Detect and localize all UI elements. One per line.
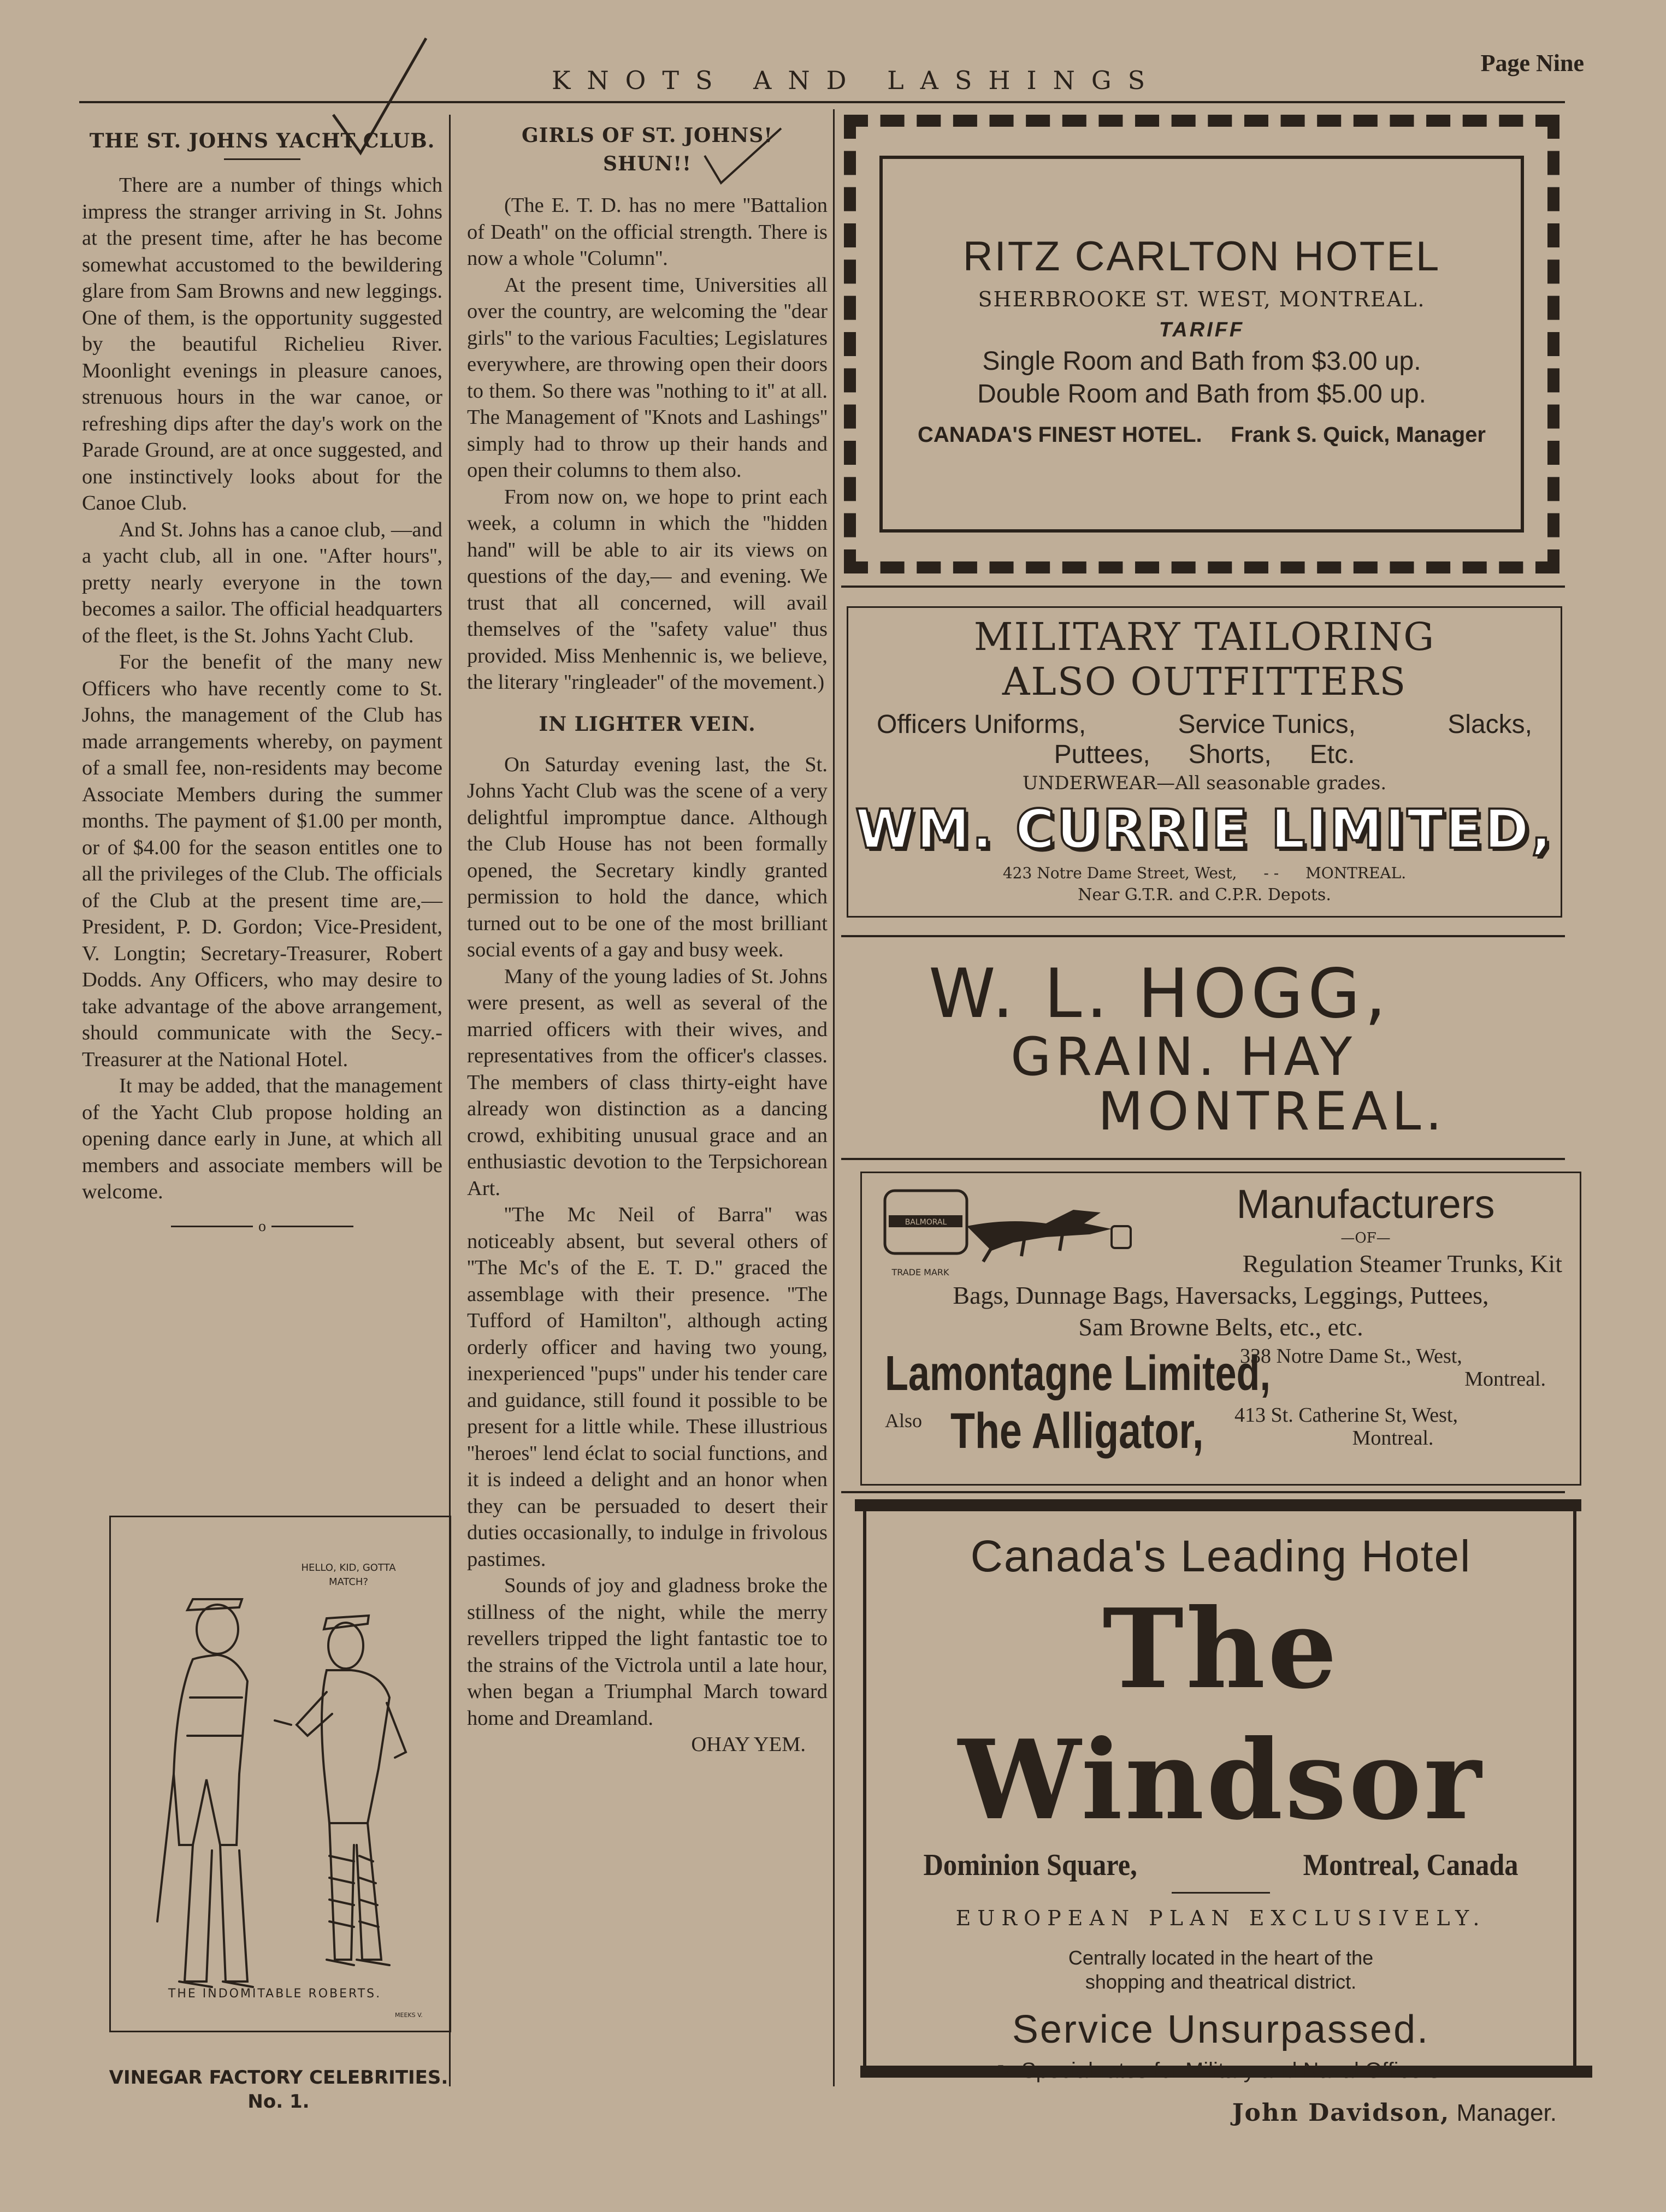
ritz-slogan: CANADA'S FINEST HOTEL. [918,423,1202,447]
title-rule [224,158,300,160]
currie-headline: ALSO OUTFITTERS [1002,659,1407,704]
article-title: IN LIGHTER VEIN. [539,712,756,736]
masthead-rule [79,101,1565,103]
windsor-ad [874,1529,1568,2130]
paragraph: On Saturday evening last, the St. Johns Yacht Club was the scene of a very delightful impromptue dance. Although the Club House has not been formally opened, the Secretary kindly granted permission to hold the dance, which turned out to be one of the most brilliant social events of a gay and busy week. [467,753,828,961]
ritz-carlton-ad [896,229,1508,447]
pointing-hand-icon: ☞ [995,2059,1015,2083]
of-label: —OF— [1340,1230,1391,1246]
ad-separator [841,585,1565,588]
windsor-name: The Windsor [958,1585,1484,1844]
currie-headline: MILITARY TAILORING [973,614,1435,659]
lamontagne-products: Regulation Steamer Trunks, Kit Bags, Dunnage Bags, Haversacks, Leggings, Puttees, Sam Browne Belts, etc., etc. [953,1250,1562,1341]
article-title: GIRLS OF ST. JOHNS! [521,124,773,147]
middle-column [467,121,828,1758]
ad-separator [841,935,1565,937]
windsor-location: Centrally located in the heart of the shopping and theatrical district. [1068,1947,1374,1993]
paragraph: For the benefit of the many new Officers who have recently come to St. Johns, the management of the Club has made arrangements whereby, on payment of a small fee, non-residents may become Associate Members during the summer months. The payment of $1.00 per month, or of $4.00 for the season entitles one to all the privileges of the Club. The officials of the Club at the present time are,— President, P. D. Gordon; Vice-President, V. Longtin; Secretary-Treasurer, Robert Dodds. Any Officers, who may desire to take advantage of the above arrangement, should communicate with the Secy.-Treasurer at the National Hotel. [82,650,442,1071]
windsor-left-border [863,1511,866,2066]
ritz-manager: Frank S. Quick, Manager [1231,423,1486,447]
windsor-manager-title: Manager. [1456,2099,1557,2126]
trunk-label: BALMORAL [905,1218,947,1227]
manufacturers-title: Manufacturers [1236,1181,1495,1227]
currie-ad: MILITARY TAILORING ALSO OUTFITTERS Officers Uniforms, Service Tunics, Slacks, Puttees, Shorts, Etc. UNDERWEAR—All seasonable grades. WM. CURRIE LIMITED, 423 Notre Dame Street, West, - - MONTREAL. Near G.T.R. and C.P.R. Depots. [855,614,1554,906]
artist-signature: MEEKS V. [395,2012,423,2019]
product-item: Shorts, [1188,740,1272,769]
windsor-rule [1172,1892,1270,1894]
also-label: Also [885,1410,923,1432]
hogg-name: W. L. HOGG, [929,955,1391,1033]
windsor-plan: EUROPEAN PLAN EXCLUSIVELY. [955,1906,1486,1930]
paragraph: At the present time, Universities all over the country, are welcoming the ''dear girls'' to the various Faculties; Legislatures everywhere, are throwing open their doors to them. So there was ''nothing to it'' at all. The Management of ''Knots and Lashings'' simply had to throw up their hands and open their columns to them also. [467,273,828,482]
underwear-line: UNDERWEAR—All seasonable grades. [1022,772,1387,794]
ad-separator [841,1491,1565,1493]
hotel-name: RITZ CARLTON HOTEL [962,233,1441,280]
paragraph: From now on, we hope to print each week, a column in which the ''hidden hand'' will be able to air its views on questions of the day,— and evening. We trust that all concerned, will avail themselves of the ''safety value'' thus provided. Miss Menhennic is, we believe, the literary ''ringleader'' of the movement.) [467,485,828,694]
author-signature: OHAY YEM. [691,1733,806,1756]
lamontagne-company-name: Lamontagne Limited, [885,1346,1271,1401]
tariff-double: Double Room and Bath from $5.00 up. [977,380,1426,409]
paragraph: (The E. T. D. has no mere ''Battalion of Death'' on the official strength. There is now a whole ''Column''. [467,194,828,270]
paragraph: It may be added, that the management of the Yacht Club propose holding an opening dance early in June, at which all members and associate members will be welcome. [82,1074,442,1203]
cartoon-caption: VINEGAR FACTORY CELEBRITIES. No. 1. [109,2067,448,2113]
windsor-right-border [1573,1511,1576,2066]
article-title: SHUN!! [603,152,692,175]
hogg-products: GRAIN. HAY [1011,1026,1357,1087]
alligator-address: 413 St. Catherine St, West, Montreal. [1234,1404,1458,1450]
paragraph: Many of the young ladies of St. Johns were present, as well as several of the married officers with their wives, and representatives from the officer's classes. The members of class thirty-eight have already won distinction as a dancing crowd, exhibiting unusual grace and an enthusiastic devotion to the Terpsichorean Art. [467,965,828,1200]
currie-address: 423 Notre Dame Street, West, [1002,864,1237,882]
page-number: Page Nine [1480,50,1584,76]
windsor-square: Dominion Square, [923,1848,1137,1882]
paragraph: And St. Johns has a canoe club, —and a yacht club, all in one. ''After hours'', pretty nearly everyone in the town becomes a sailor. The official headquarters of the fleet, is the St. Johns Yacht Club. [82,518,442,647]
cartoon-frame [109,1516,451,2032]
windsor-manager-name: John Davidson, [1232,2099,1450,2127]
hotel-address: SHERBROOKE ST. WEST, MONTREAL. [978,287,1426,311]
currie-near: Near G.T.R. and C.P.R. Depots. [1078,885,1331,904]
windsor-top-bar [855,1499,1581,1511]
currie-company-name: WM. CURRIE LIMITED, [855,799,1554,861]
yacht-club-article [82,127,442,1240]
paragraph: ''The Mc Neil of Barra'' was noticeably absent, but several others of ''The Mc's of the E. T. D.'' graced the assemblage with their presence. ''The Tufford of Hamilton'', although acting orderly officer and having two young, inexperienced ''pups'' under his tender care and guidance, still found it possible to be present for a little while. These illustrious ''heroes'' lend éclat to social functions, and it is indeed a delight and an honor when they can be persuaded to desert their duties occasionally, to indulge in frivolous pastimes. [467,1203,828,1571]
windsor-tagline: Canada's Leading Hotel [970,1531,1472,1581]
product-item: Officers Uniforms, [877,710,1086,739]
cartoon-drawing [111,1517,450,2031]
product-item: Service Tunics, [1178,710,1356,739]
paragraph: Sounds of joy and gladness broke the stillness of the night, while the merry revellers tripped the light fantastic toe to the strains of the Victrola until a late hour, when began a Triumphal March toward home and Dreamland. [467,1574,828,1730]
speech-text: HELLO, KID, GOTTA MATCH? [301,1562,396,1588]
cartoon-label: THE INDOMITABLE ROBERTS. [168,1987,382,2001]
tariff-label: TARIFF [1159,318,1245,341]
ad-separator [841,1158,1565,1160]
section-divider: o [82,1212,442,1240]
alligator-name: The Alligator, [950,1403,1204,1459]
article-title: THE ST. JOHNS YACHT CLUB. [89,129,435,152]
lamontagne-address: 338 Notre Dame St., West, Montreal. [1240,1345,1546,1391]
windsor-special: Special rates for Military and Naval Officers. [1021,2059,1446,2083]
windsor-service: Service Unsurpassed. [1012,2008,1430,2051]
tariff-single: Single Room and Bath from $3.00 up. [982,347,1421,376]
trademark-label: TRADE MARK [891,1267,949,1277]
product-item: Slacks, [1448,710,1532,739]
newspaper-title: KNOTS AND LASHINGS [552,66,1162,95]
hogg-city: MONTREAL. [1098,1081,1446,1142]
product-item: Etc. [1309,740,1355,769]
windsor-city: Montreal, Canada [1303,1848,1519,1882]
checkmark-icon [699,123,787,188]
paragraph: There are a number of things which impress the stranger arriving in St. Johns at the present time, after he has become somewhat accustomed to the bewildering glare from Sam Browns and new leggings. One of them, is the opportunity suggested by the beautiful Richelieu River. Moonlight evenings in pleasure canoes, strenuous hours in the war canoe, or refreshing dips after the day's work on the Parade Ground, are at once suggested, and one instinctively looks about for the Canoe Club. [82,174,442,514]
product-item: Puttees, [1054,740,1150,769]
column-divider [833,109,835,2086]
currie-city: MONTREAL. [1305,864,1407,882]
